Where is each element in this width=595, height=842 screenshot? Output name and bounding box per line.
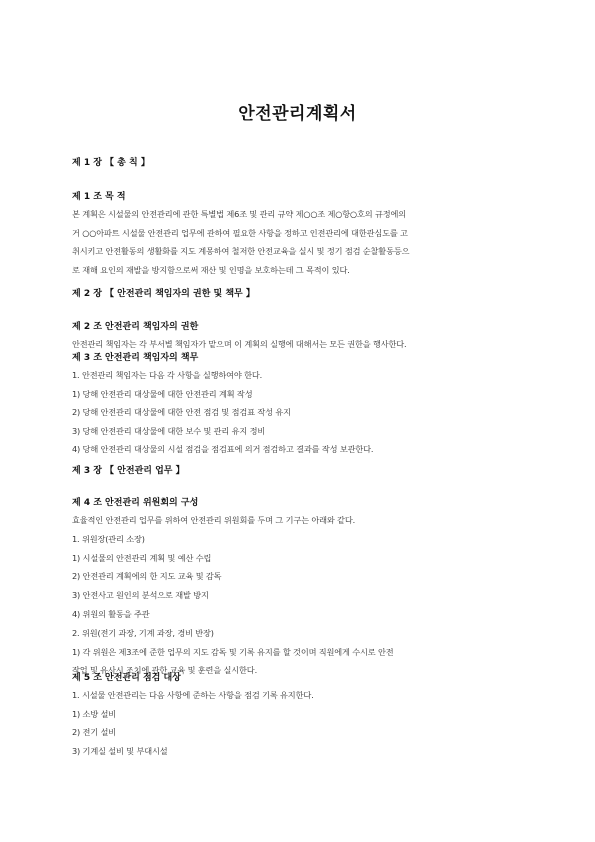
article-heading: 제 1 조 목 적 — [72, 192, 126, 202]
body-line: 안전관리 책임자는 각 부서별 책임자가 맡으며 이 계획의 실행에 대해서는 모든 권한을 행사한다. — [72, 339, 407, 349]
body-line: 3) 안전사고 원인의 분석으로 재발 방지 — [72, 590, 209, 601]
body-line: 작업 및 유사시 조치에 관한 교육 및 훈련을 실시한다. — [72, 665, 258, 676]
body-line: 1) 각 위원은 제3조에 준한 업무의 지도 감독 및 기록 유지를 할 것이며 직원에게 수시로 안전 — [72, 646, 394, 657]
body-line: 로 재해 요인의 재발을 방지함으로써 재산 및 인명을 보호하는데 그 목적이 있다. — [72, 264, 350, 275]
body-line: 4) 위원의 활동을 주관 — [72, 608, 150, 619]
article-3-body — [72, 366, 524, 459]
body-line: 1) 당해 안전관리 대상물에 대한 안전관리 계획 작성 — [72, 388, 253, 399]
body-line: 1) 소방 설비 — [72, 708, 117, 719]
article-heading: 제 4 조 안전관리 위원회의 구성 — [72, 498, 199, 508]
body-line: 1. 위원장(관리 소장) — [72, 533, 145, 544]
article-5-body — [72, 686, 524, 760]
article-1 — [72, 191, 524, 203]
article-4 — [72, 497, 524, 509]
article-5 — [72, 672, 524, 684]
body-line: 취시키고 안전활동의 생활화를 지도 계몽하여 철저한 안전교육을 실시 및 정기 점검 순찰활동등으 — [72, 246, 410, 256]
document-title: 안전관리계획서 — [238, 104, 357, 124]
article-3 — [72, 352, 524, 364]
body-line: 2) 당해 안전관리 대상물에 대한 안전 점검 및 점검표 작성 유지 — [72, 407, 291, 417]
body-line: 효율적인 안전관리 업무를 위하여 안전관리 위원회를 두며 그 기구는 아래와 같다. — [72, 515, 356, 525]
chapter-2-heading-block — [72, 288, 524, 300]
body-line: 2) 안전관리 계획에의 한 지도 교육 및 감독 — [72, 571, 222, 582]
chapter-1-heading-block — [72, 157, 524, 169]
article-4-body — [72, 511, 524, 680]
chapter-heading: 제 3 장 【 안전관리 업무 】 — [72, 466, 185, 476]
body-line: 3) 기계실 설비 및 부대시설 — [72, 745, 168, 756]
chapter-heading: 제 1 장 【 총 칙 】 — [72, 158, 150, 168]
article-heading: 제 2 조 안전관리 책임자의 권한 — [72, 322, 199, 332]
body-line: 1. 안전관리 책임자는 다음 각 사항을 실행하여야 한다. — [72, 370, 263, 380]
chapter-heading: 제 2 장 【 안전관리 책임자의 권한 및 책무 】 — [72, 289, 255, 299]
body-line: 본 계획은 시설물의 안전관리에 관한 특별법 제6조 및 관리 규약 제○○조 제○항○호의 규정에의 — [72, 209, 407, 219]
body-line: 1) 시설물의 안전관리 계획 및 예산 수립 — [72, 552, 212, 563]
article-heading: 제 3 조 안전관리 책임자의 책무 — [72, 353, 199, 363]
body-line: 3) 당해 안전관리 대상물에 대한 보수 및 관리 유지 정비 — [72, 425, 266, 436]
article-2-body — [72, 335, 524, 354]
article-2 — [72, 321, 524, 333]
chapter-3-heading-block — [72, 465, 524, 477]
body-line: 2. 위원(전기 과장, 기계 과장, 경비 반장) — [72, 627, 214, 638]
body-line: 4) 당해 안전관리 대상물의 시설 점검을 점검표에 의거 점검하고 결과를 작성 보관한다. — [72, 444, 374, 454]
body-line: 2) 전기 설비 — [72, 727, 117, 737]
body-line: 거 ○○아파트 시설물 안전관리 업무에 관하여 필요한 사항을 정하고 인전관리에 대한관심도를 고 — [72, 227, 408, 238]
article-heading: 제 5 조 안전관리 점검 대상 — [72, 673, 181, 683]
article-1-body — [72, 205, 524, 279]
body-line: 1. 시설물 안전관리는 다음 사항에 준하는 사항을 점검 기록 유지한다. — [72, 690, 314, 700]
